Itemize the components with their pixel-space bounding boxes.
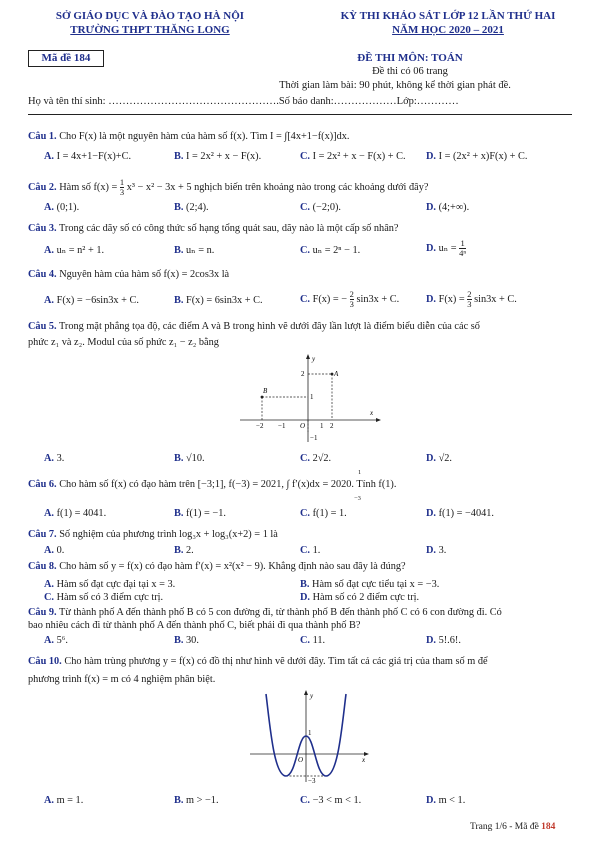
q3-option-a: A. uₙ = n² + 1. (44, 245, 105, 256)
question-9 (28, 606, 502, 619)
option-letter: D. (426, 151, 439, 162)
question-2 (28, 178, 428, 197)
q4-option-c-text: C. F(x) = − (300, 293, 348, 305)
page-footer (470, 822, 555, 832)
q1-option-d: D. I = (2x² + x)F(x) + C. (426, 151, 528, 162)
subject-title: ĐỀ THI MÔN: TOÁN (357, 52, 463, 64)
option-letter: C. (300, 795, 313, 806)
q10-y-arrow (304, 690, 308, 695)
question-5-line-2: phức z₁ và z₂. Modul của số phức z₁ − z₂ bằng (28, 337, 219, 348)
q1-option-b: B. I = 2x² + x − F(x). (174, 151, 262, 162)
q7-option-d: D. 3. (426, 545, 447, 556)
q10-tick-m3: −3 (308, 777, 316, 784)
question-6-label: Câu 6. (28, 479, 57, 490)
q9-option-a: A. 5⁶. (44, 635, 68, 646)
option-letter: D. (426, 545, 439, 556)
question-10 (28, 655, 488, 668)
q5-tick-ym1: −1 (310, 434, 318, 442)
q3-d-frac-numerator: 1 (460, 238, 465, 248)
question-8 (28, 560, 406, 573)
question-3-label: Câu 3. (28, 223, 57, 234)
q5-tick-y1: 1 (310, 393, 314, 401)
q3-option-d (426, 239, 466, 258)
q5-option-d: D. √2. (426, 453, 452, 464)
question-7 (28, 528, 278, 541)
footer-text: Trang 1/6 - Mã đề (470, 822, 542, 832)
q5-tick-xm1: −1 (278, 422, 286, 430)
q2-frac-denominator: 3 (119, 187, 125, 197)
question-5-label: Câu 5. (28, 321, 57, 332)
q10-tick-1: 1 (308, 729, 312, 737)
page-count: Đề thi có 06 trang (372, 66, 448, 77)
q9-option-b: B. 30. (174, 635, 199, 646)
q10-option-c: C. −3 < m < 1. (300, 795, 362, 806)
question-4-label: Câu 4. (28, 269, 57, 280)
q6-option-b: B. f(1) = −1. (174, 508, 226, 519)
q10-label-y: y (310, 692, 314, 700)
footer-code: 184 (541, 822, 556, 832)
option-letter: C. (44, 592, 57, 603)
option-letter: A. (44, 579, 57, 590)
q9-option-c: C. 11. (300, 635, 326, 646)
q6-option-d: D. f(1) = −4041. (426, 508, 494, 519)
question-8-label: Câu 8. (28, 561, 57, 572)
question-9-label: Câu 9. (28, 607, 57, 618)
option-letter: D. (426, 242, 439, 254)
option-letter: D. (426, 453, 439, 464)
q5-tick-y2: 2 (301, 370, 305, 378)
option-letter: C. (300, 245, 313, 256)
q10-function-graph (246, 686, 372, 784)
question-5-text-1: Trong mặt phẳng tọa độ, các điểm A và B trong hình vẽ dưới đây lần lượt là điểm biểu diễn của các số (59, 321, 480, 332)
option-letter: B. (300, 579, 313, 590)
q5-y-arrow (306, 354, 310, 359)
option-letter: C. (300, 635, 313, 646)
q1-option-a: A. I = 4x+1−F(x)+C. (44, 151, 132, 162)
question-6 (28, 478, 396, 491)
option-letter: D. (300, 592, 313, 603)
q5-label-y: y (312, 355, 316, 363)
school-year: NĂM HỌC 2020 – 2021 (392, 24, 504, 36)
question-7-text: Số nghiệm của phương trình log₃x + log₃(x+2) = 1 là (59, 529, 278, 540)
q5-tick-x1: 1 (320, 422, 324, 430)
question-10-label: Câu 10. (28, 656, 62, 667)
school-name: TRƯỜNG THPT THĂNG LONG (70, 24, 230, 36)
q4-option-d-tail: sin3x + C. (474, 293, 517, 305)
q6-option-a: A. f(1) = 4041. (44, 508, 107, 519)
option-letter: B. (174, 151, 187, 162)
q4-c-frac-denominator: 3 (349, 299, 354, 309)
q4-option-c (300, 290, 399, 309)
question-5 (28, 320, 480, 333)
question-9-text-1: Từ thành phố A đến thành phố B có 5 con đường đi, từ thành phố B đến thành phố C có 6 con đường đi. Có (59, 607, 502, 618)
option-letter: B. (174, 295, 187, 306)
question-7-label: Câu 7. (28, 529, 57, 540)
q4-d-frac-denominator: 3 (467, 299, 472, 309)
option-letter: B. (174, 795, 187, 806)
q10-option-b: B. m > −1. (174, 795, 219, 806)
q2-option-c: C. (−2;0). (300, 202, 341, 213)
q7-option-c: C. 1. (300, 545, 321, 556)
q4-option-a: A. F(x) = −6sin3x + C. (44, 295, 139, 306)
question-10-text-1: Cho hàm trùng phương y = f(x) có đồ thị như hình vẽ dưới đây. Tìm tất cả các giá trị của tham số m để (64, 656, 488, 667)
q4-option-b: B. F(x) = 6sin3x + C. (174, 295, 263, 306)
question-2-text-a: Hàm số f(x) = (59, 181, 118, 193)
q5-coordinate-graph (236, 352, 386, 446)
q5-option-a: A. 3. (44, 453, 65, 464)
q4-d-frac-numerator: 2 (467, 289, 472, 299)
q3-d-frac-denominator: 4ⁿ (459, 248, 467, 258)
q6-integral-upper: 1 (358, 469, 362, 476)
option-letter: C. (300, 453, 313, 464)
q5-x-arrow (376, 418, 381, 422)
q2-option-b: B. (2;4). (174, 202, 209, 213)
q3-option-d-text: D. uₙ = (426, 242, 457, 254)
exam-title: KỲ THI KHẢO SÁT LỚP 12 LẦN THỨ HAI (340, 10, 556, 22)
option-letter: A. (44, 453, 57, 464)
option-letter: D. (426, 635, 439, 646)
header-divider (28, 114, 572, 115)
question-3 (28, 222, 399, 235)
option-letter: D. (426, 202, 439, 213)
q8-option-d: D. Hàm số có 2 điểm cực trị. (300, 592, 420, 603)
option-letter: B. (174, 245, 187, 256)
q4-c-frac-numerator: 2 (349, 289, 354, 299)
question-4-text: Nguyên hàm của hàm số f(x) = 2cos3x là (59, 269, 230, 280)
q3-option-c: C. uₙ = 2ⁿ − 1. (300, 245, 361, 256)
question-10-line-2: phương trình f(x) = m có 4 nghiệm phân biệt. (28, 674, 216, 685)
option-letter: A. (44, 508, 57, 519)
q5-point-a (331, 373, 334, 376)
option-letter: A. (44, 545, 57, 556)
question-8-text: Cho hàm số y = f(x) có đạo hàm f′(x) = x²(x² − 9). Khẳng định nào sau đây là đúng? (59, 561, 406, 572)
q2-frac-numerator: 1 (119, 177, 125, 187)
q4-option-d (426, 290, 517, 309)
option-letter: C. (300, 202, 313, 213)
option-letter: A. (44, 151, 57, 162)
question-2-fraction (120, 178, 124, 197)
option-letter: D. (426, 293, 439, 305)
q1-option-c: C. I = 2x² + x − F(x) + C. (300, 151, 406, 162)
option-letter: D. (426, 508, 439, 519)
student-info-line: Họ và tên thí sinh: ………………………………………….Số báo danh:………………Lớp:………… (28, 96, 459, 107)
q5-point-b (261, 396, 264, 399)
q5-option-c: C. 2√2. (300, 453, 332, 464)
q7-option-a: A. 0. (44, 545, 65, 556)
q8-option-b: B. Hàm số đạt cực tiểu tại x = −3. (300, 579, 440, 590)
q2-option-a: A. (0;1). (44, 202, 80, 213)
exam-code-box: Mã đề 184 (28, 50, 104, 67)
q5-label-b: B (263, 387, 268, 395)
dept-name: SỞ GIÁO DỤC VÀ ĐÀO TẠO HÀ NỘI (55, 10, 245, 22)
q4-option-c-tail: sin3x + C. (356, 293, 400, 305)
q8-option-c: C. Hàm số có 3 điểm cực trị. (44, 592, 164, 603)
option-letter: C. (300, 508, 313, 519)
q5-tick-x2: 2 (330, 422, 334, 430)
q9-option-d: D. 5!.6!. (426, 635, 461, 646)
q5-option-b: B. √10. (174, 453, 205, 464)
option-letter: B. (174, 545, 187, 556)
q10-label-x: x (362, 756, 366, 764)
option-letter: B. (174, 508, 187, 519)
question-2-label: Câu 2. (28, 181, 57, 193)
question-1-text: Cho F(x) là một nguyên hàm của hàm số f(x). Tìm I = ∫[4x+1−f(x)]dx. (59, 131, 350, 142)
question-4 (28, 268, 229, 281)
q3-option-b: B. uₙ = n. (174, 245, 215, 256)
option-letter: C. (300, 293, 313, 305)
question-9-line-2: bao nhiêu cách đi từ thành phố A đến thành phố C, biết phải đi qua thành phố B? (28, 620, 361, 631)
option-letter: B. (174, 453, 187, 464)
option-letter: A. (44, 635, 57, 646)
option-letter: A. (44, 795, 57, 806)
q10-option-d: D. m < 1. (426, 795, 466, 806)
q5-label-x: x (370, 409, 374, 417)
q5-tick-xm2: −2 (256, 422, 264, 430)
option-letter: A. (44, 295, 57, 306)
question-1 (28, 130, 349, 143)
q4-option-c-fraction (350, 290, 354, 309)
q4-option-d-text: D. F(x) = (426, 293, 465, 305)
time-limit: Thời gian làm bài: 90 phút, không kể thời gian phát đề. (279, 80, 511, 91)
option-letter: C. (300, 151, 313, 162)
q10-label-origin: O (298, 756, 304, 764)
option-letter: A. (44, 245, 57, 256)
option-letter: D. (426, 795, 439, 806)
q6-option-c: C. f(1) = 1. (300, 508, 347, 519)
q4-option-d-fraction (467, 290, 471, 309)
question-6-text: Cho hàm số f(x) có đạo hàm trên [−3;1], f(−3) = 2021, ∫ f′(x)dx = 2020. Tính f(1). (59, 479, 397, 490)
option-letter: B. (174, 635, 187, 646)
question-1-label: Câu 1. (28, 131, 57, 142)
q5-label-a: A (334, 370, 339, 378)
q6-integral-lower: −3 (354, 495, 361, 502)
q5-label-origin: O (300, 422, 306, 430)
q7-option-b: B. 2. (174, 545, 194, 556)
option-letter: C. (300, 545, 313, 556)
q3-option-d-fraction (459, 239, 466, 258)
q8-option-a: A. Hàm số đạt cực đại tại x = 3. (44, 579, 176, 590)
q2-option-d: D. (4;+∞). (426, 202, 470, 213)
option-letter: A. (44, 202, 57, 213)
option-letter: B. (174, 202, 187, 213)
question-2-text-b: x³ − x² − 3x + 5 nghịch biến trên khoảng nào trong các khoảng dưới đây? (126, 181, 429, 193)
q10-option-a: A. m = 1. (44, 795, 84, 806)
question-3-text: Trong các dãy số có công thức số hạng tổng quát sau, dãy nào là một cấp số nhân? (59, 223, 399, 234)
